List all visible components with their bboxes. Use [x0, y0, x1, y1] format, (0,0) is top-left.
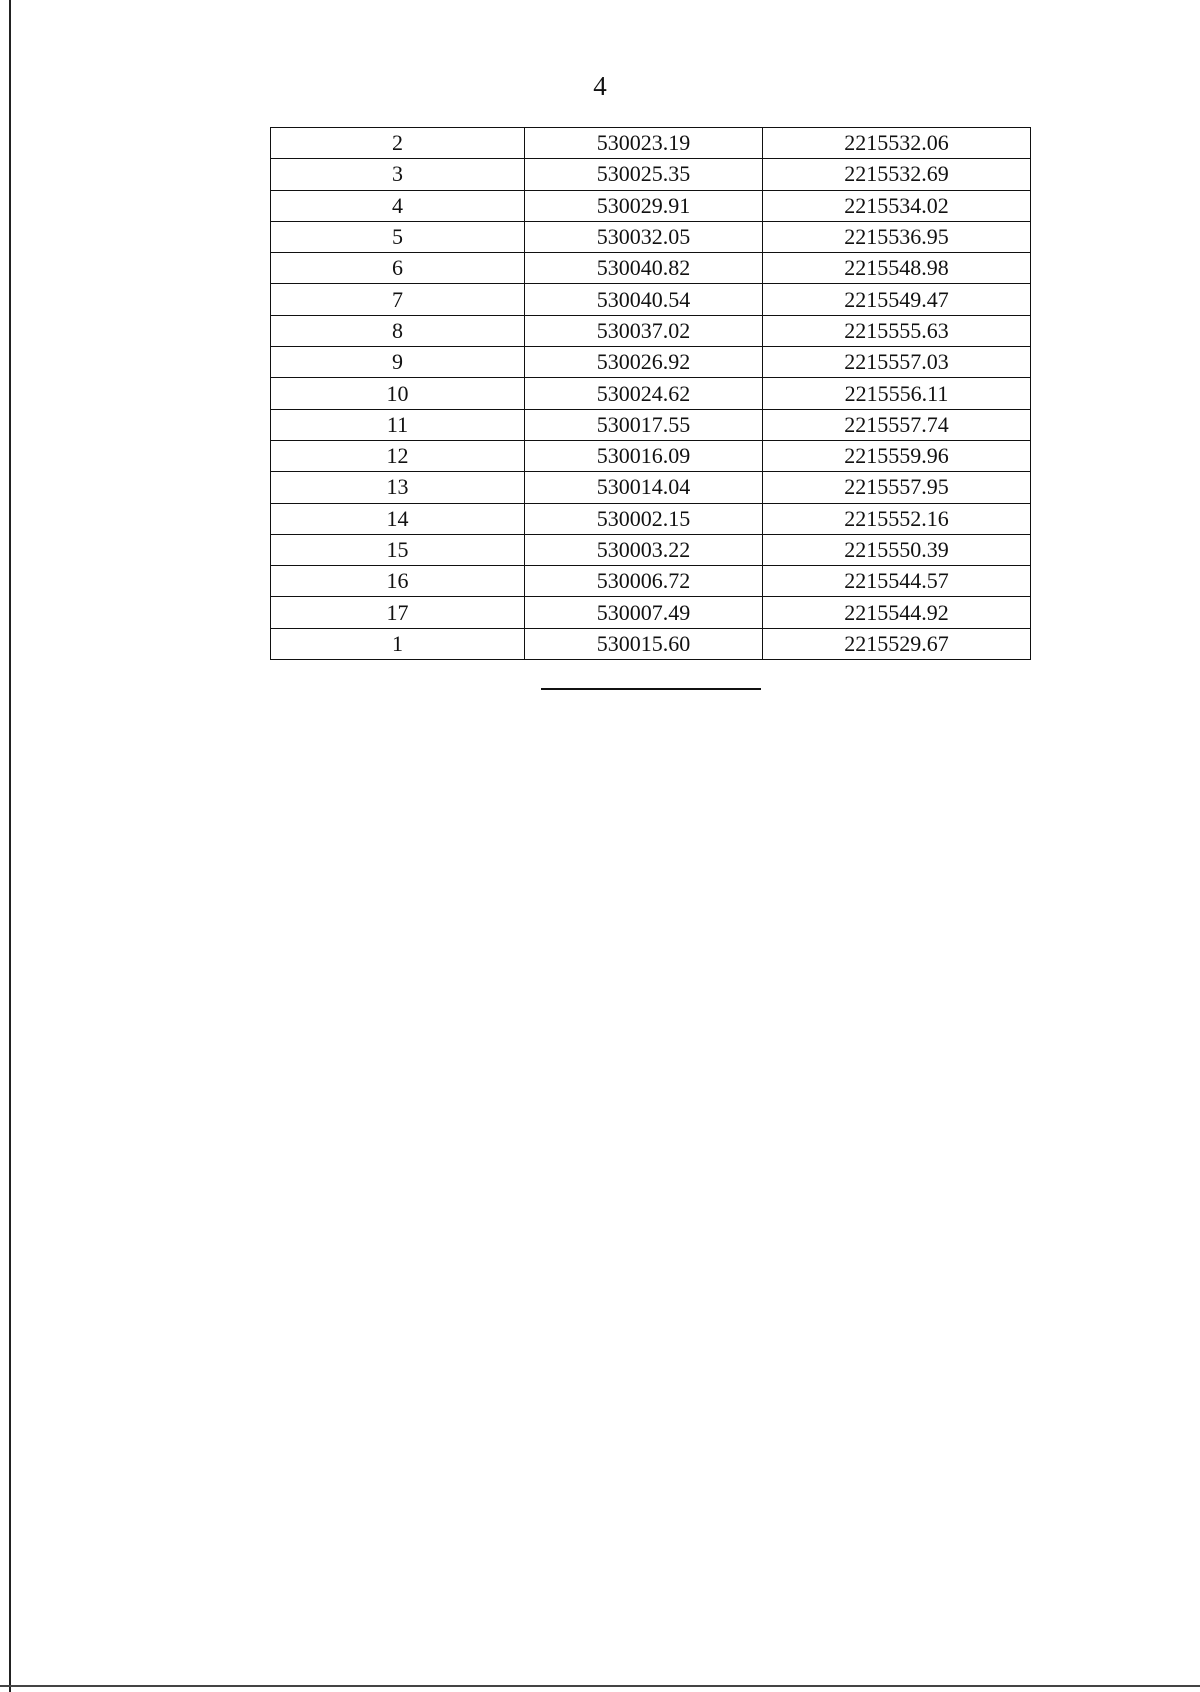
x-coordinate-cell: 530014.04: [525, 472, 763, 503]
x-coordinate-cell: 530024.62: [525, 378, 763, 409]
x-coordinate-cell: 530023.19: [525, 128, 763, 159]
end-of-document-rule: [541, 688, 761, 690]
y-coordinate-cell: 2215544.57: [763, 566, 1031, 597]
x-coordinate-cell: 530026.92: [525, 347, 763, 378]
table-row: [271, 190, 1031, 221]
y-coordinate-cell: 2215548.98: [763, 253, 1031, 284]
x-coordinate-cell: 530002.15: [525, 503, 763, 534]
table-row: [271, 128, 1031, 159]
table-row: [271, 409, 1031, 440]
point-number-cell: 1: [271, 628, 525, 659]
table-row: [271, 534, 1031, 565]
table-row: [271, 347, 1031, 378]
point-number-cell: 4: [271, 190, 525, 221]
x-coordinate-cell: 530007.49: [525, 597, 763, 628]
coordinates-table: [270, 127, 1031, 660]
x-coordinate-cell: 530029.91: [525, 190, 763, 221]
y-coordinate-cell: 2215532.69: [763, 159, 1031, 190]
x-coordinate-cell: 530016.09: [525, 440, 763, 471]
y-coordinate-cell: 2215550.39: [763, 534, 1031, 565]
table-row: [271, 597, 1031, 628]
x-coordinate-cell: 530025.35: [525, 159, 763, 190]
point-number-cell: 6: [271, 253, 525, 284]
y-coordinate-cell: 2215532.06: [763, 128, 1031, 159]
coordinates-table-body: [271, 128, 1031, 660]
table-row: [271, 253, 1031, 284]
y-coordinate-cell: 2215536.95: [763, 221, 1031, 252]
point-number-cell: 11: [271, 409, 525, 440]
y-coordinate-cell: 2215544.92: [763, 597, 1031, 628]
x-coordinate-cell: 530037.02: [525, 315, 763, 346]
y-coordinate-cell: 2215557.03: [763, 347, 1031, 378]
y-coordinate-cell: 2215557.95: [763, 472, 1031, 503]
point-number-cell: 9: [271, 347, 525, 378]
y-coordinate-cell: 2215534.02: [763, 190, 1031, 221]
page-number: 4: [593, 71, 607, 101]
x-coordinate-cell: 530017.55: [525, 409, 763, 440]
point-number-cell: 15: [271, 534, 525, 565]
table-row: [271, 378, 1031, 409]
y-coordinate-cell: 2215556.11: [763, 378, 1031, 409]
table-row: [271, 628, 1031, 659]
table-row: [271, 566, 1031, 597]
point-number-cell: 17: [271, 597, 525, 628]
scan-edge-left: [9, 0, 11, 1692]
point-number-cell: 14: [271, 503, 525, 534]
x-coordinate-cell: 530032.05: [525, 221, 763, 252]
point-number-cell: 5: [271, 221, 525, 252]
point-number-cell: 3: [271, 159, 525, 190]
table-row: [271, 221, 1031, 252]
scan-edge-bottom: [0, 1685, 1200, 1687]
y-coordinate-cell: 2215559.96: [763, 440, 1031, 471]
x-coordinate-cell: 530003.22: [525, 534, 763, 565]
table-row: [271, 159, 1031, 190]
x-coordinate-cell: 530040.54: [525, 284, 763, 315]
table-row: [271, 440, 1031, 471]
x-coordinate-cell: 530040.82: [525, 253, 763, 284]
table-row: [271, 315, 1031, 346]
y-coordinate-cell: 2215557.74: [763, 409, 1031, 440]
y-coordinate-cell: 2215555.63: [763, 315, 1031, 346]
x-coordinate-cell: 530015.60: [525, 628, 763, 659]
point-number-cell: 12: [271, 440, 525, 471]
point-number-cell: 2: [271, 128, 525, 159]
table-row: [271, 503, 1031, 534]
table-row: [271, 472, 1031, 503]
table-row: [271, 284, 1031, 315]
y-coordinate-cell: 2215552.16: [763, 503, 1031, 534]
point-number-cell: 16: [271, 566, 525, 597]
point-number-cell: 8: [271, 315, 525, 346]
point-number-cell: 7: [271, 284, 525, 315]
y-coordinate-cell: 2215549.47: [763, 284, 1031, 315]
point-number-cell: 10: [271, 378, 525, 409]
point-number-cell: 13: [271, 472, 525, 503]
x-coordinate-cell: 530006.72: [525, 566, 763, 597]
y-coordinate-cell: 2215529.67: [763, 628, 1031, 659]
